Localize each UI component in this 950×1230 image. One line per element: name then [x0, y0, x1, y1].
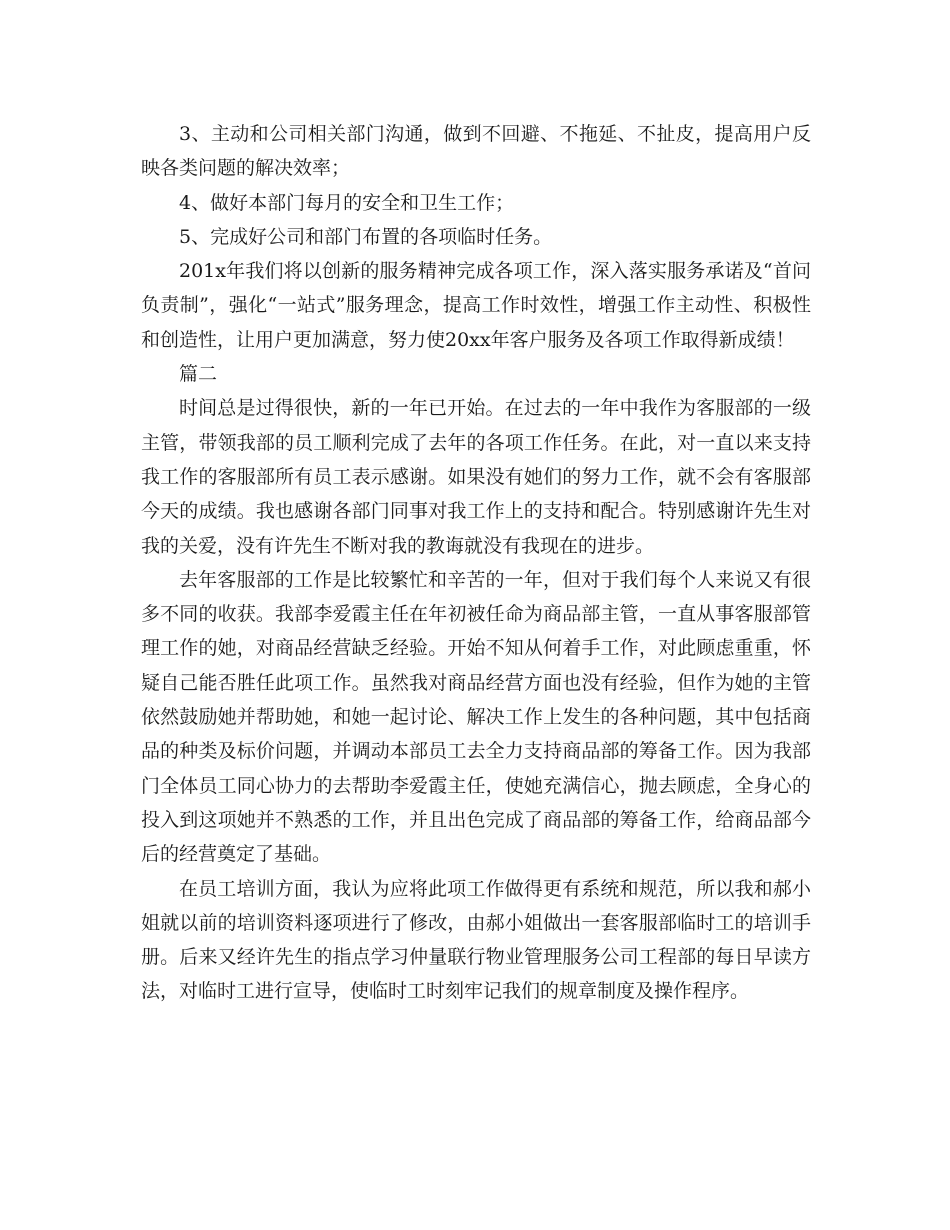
section-title: 篇二 [179, 363, 218, 386]
section-paragraph-work: 去年客服部的工作是比较繁忙和辛苦的一年，但对于我们每个人来说又有很多不同的收获。我部李爱霞主任在年初被任命为商品部主管，一直从事客服部管理工作的她，对商品经营缺乏经验。开始不知从何着手工作，对此顾虑重重，怀疑自己能否胜任此项工作。虽然我对商品经营方面也没有经验，但作为她的主管依然鼓励她并帮助她，和她一起讨论、解决工作上发生的各种问题，其中包括商品的种类及标价问题，并调动本部员工去全力支持商品部的筹备工作。因为我部门全体员工同心协力的去帮助李爱霞主任，使她充满信心，抛去顾虑，全身心的投入到这项她并不熟悉的工作，并且出色完成了商品部的筹备工作，给商品部今后的经营奠定了基础。 [141, 568, 811, 866]
paragraph-item-3: 3、主动和公司相关部门沟通，做到不回避、不拖延、不扯皮，提高用户反映各类问题的解决效率； [141, 123, 811, 180]
paragraph-item-5: 5、完成好公司和部门布置的各项临时任务。 [179, 225, 553, 248]
paragraph-summary: 201x年我们将以创新的服务精神完成各项工作，深入落实服务承诺及“首问负责制”，强化“一站式”服务理念，提高工作时效性，增强工作主动性、积极性和创造性，让用户更加满意，努力使20xx年客户服务及各项工作取得新成绩！ [141, 260, 811, 351]
section-paragraph-intro: 时间总是过得很快，新的一年已开始。在过去的一年中我作为客服部的一级主管，带领我部的员工顺利完成了去年的各项工作任务。在此，对一直以来支持我工作的客服部所有员工表示感谢。如果没有她们的努力工作，就不会有客服部今天的成绩。我也感谢各部门同事对我工作上的支持和配合。特别感谢许先生对我的关爱，没有许先生不断对我的教诲就没有我现在的进步。 [141, 397, 811, 557]
paragraph-item-4: 4、做好本部门每月的安全和卫生工作； [179, 191, 515, 214]
section-paragraph-training: 在员工培训方面，我认为应将此项工作做得更有系统和规范，所以我和郝小姐就以前的培训资料逐项进行了修改，由郝小姐做出一套客服部临时工的培训手册。后来又经许先生的指点学习仲量联行物业管理服务公司工程部的每日早读方法，对临时工进行宣导，使临时工时刻牢记我们的规章制度及操作程序。 [141, 877, 811, 1003]
document-body [141, 117, 811, 1009]
